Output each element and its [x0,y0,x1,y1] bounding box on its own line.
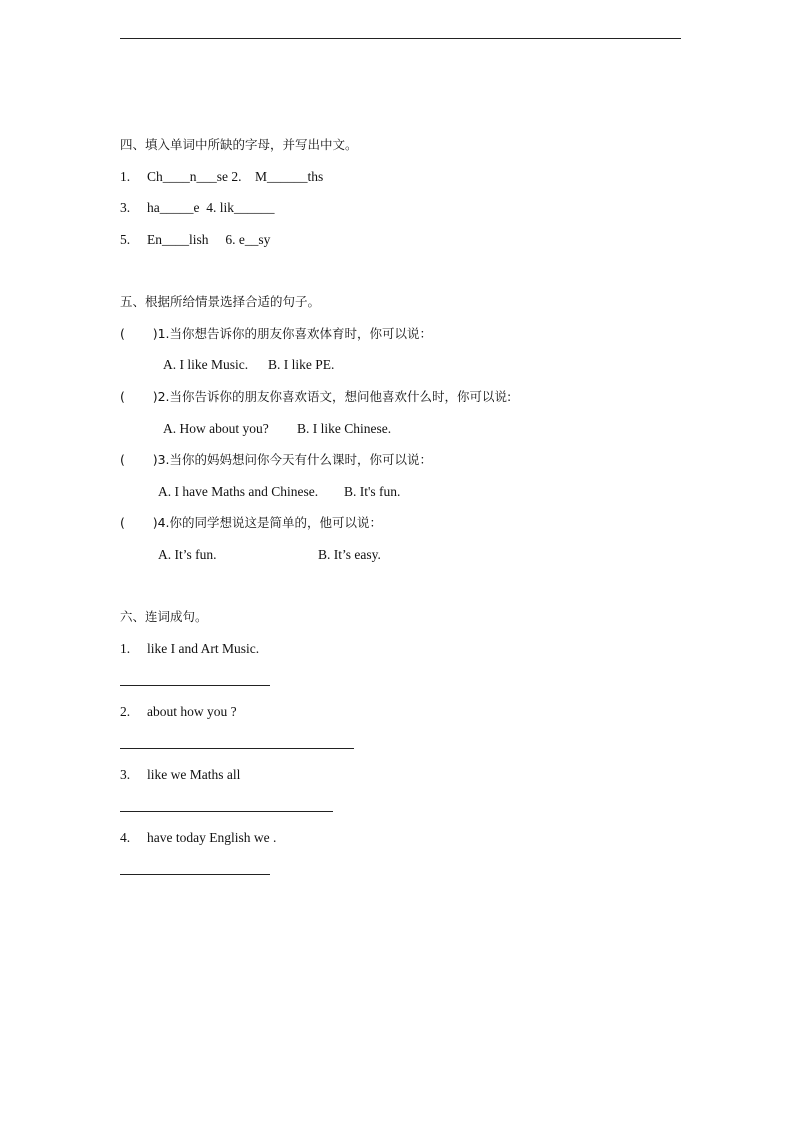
section4-row [120,231,270,249]
item-number: 3. [120,767,131,782]
option-b[interactable]: B. It's fun. [344,484,401,499]
sentence-item [120,829,276,847]
question-2[interactable]: ( )2.当你告诉你的朋友你喜欢语文，想问他喜欢什么时，你可以说: [120,389,512,404]
sentence-item [120,703,237,721]
option-a[interactable]: A. It’s fun. [158,547,217,562]
row-number: 3. [120,200,131,215]
item-number: 2. [120,704,131,719]
scrambled-words: have today English we . [147,830,277,845]
answer-line[interactable] [120,811,333,812]
section4-heading: 四、填入单词中所缺的字母，并写出中文。 [120,137,358,152]
header-rule [120,38,681,39]
fill-word-row[interactable]: Ch____n___se 2. M______ths [147,169,324,184]
section4-row [120,199,275,217]
option-a[interactable]: A. I like Music. [163,357,249,372]
option-a[interactable]: A. How about you? [163,421,269,436]
sentence-item [120,640,259,658]
answer-line[interactable] [120,874,270,875]
option-b[interactable]: B. It’s easy. [318,547,381,562]
section5-heading: 五、根据所给情景选择合适的句子。 [120,294,321,309]
sentence-item [120,766,240,784]
scrambled-words: like I and Art Music. [147,641,260,656]
answer-line[interactable] [120,748,354,749]
section4-row [120,168,323,186]
scrambled-words: about how you ? [147,704,237,719]
section6-heading: 六、连词成句。 [120,609,208,624]
item-number: 1. [120,641,131,656]
option-a[interactable]: A. I have Maths and Chinese. [158,484,319,499]
fill-word-row[interactable]: En____lish 6. e__sy [147,232,271,247]
fill-word-row[interactable]: ha_____e 4. lik______ [147,200,275,215]
question-4[interactable]: ( )4.你的同学想说这是简单的，他可以说： [120,515,382,530]
question-1[interactable]: ( )1.当你想告诉你的朋友你喜欢体育时，你可以说： [120,326,432,341]
option-b[interactable]: B. I like Chinese. [297,421,392,436]
question-3[interactable]: ( )3.当你的妈妈想问你今天有什么课时，你可以说： [120,452,432,467]
row-number: 5. [120,232,131,247]
answer-line[interactable] [120,685,270,686]
scrambled-words: like we Maths all [147,767,241,782]
row-number: 1. [120,169,131,184]
item-number: 4. [120,830,131,845]
option-b[interactable]: B. I like PE. [268,357,335,372]
